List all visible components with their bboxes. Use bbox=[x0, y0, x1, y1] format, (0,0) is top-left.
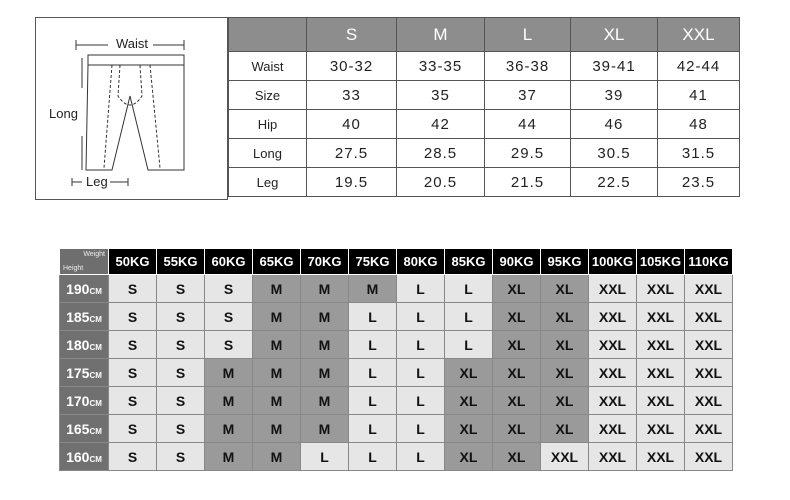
measurement-value: 23.5 bbox=[658, 168, 740, 197]
size-cell: XL bbox=[541, 275, 589, 303]
size-cell: M bbox=[253, 443, 301, 471]
size-chart-row bbox=[60, 415, 733, 443]
size-chart-header-row bbox=[60, 249, 733, 275]
size-cell: XL bbox=[541, 331, 589, 359]
height-unit: CM bbox=[89, 454, 102, 464]
measurement-header-row bbox=[229, 18, 740, 52]
size-chart-row bbox=[60, 275, 733, 303]
weight-header: 105KG bbox=[637, 249, 685, 275]
corner-weight-label: Weight bbox=[83, 251, 105, 258]
size-cell: L bbox=[445, 275, 493, 303]
measurement-value: 33-35 bbox=[397, 52, 485, 81]
size-cell: L bbox=[397, 443, 445, 471]
size-cell: XXL bbox=[637, 415, 685, 443]
size-cell: M bbox=[253, 387, 301, 415]
size-cell: S bbox=[109, 387, 157, 415]
size-cell: L bbox=[349, 415, 397, 443]
height-value: 185 bbox=[66, 308, 90, 325]
height-unit: CM bbox=[89, 426, 102, 436]
height-cell bbox=[60, 275, 109, 303]
size-chart-row bbox=[60, 359, 733, 387]
height-unit: CM bbox=[89, 370, 102, 380]
size-cell: XXL bbox=[637, 303, 685, 331]
measurement-value: 21.5 bbox=[485, 168, 571, 197]
measurement-value: 42-44 bbox=[658, 52, 740, 81]
size-cell: XL bbox=[493, 359, 541, 387]
size-cell: XXL bbox=[685, 275, 733, 303]
measurement-value: 39-41 bbox=[571, 52, 658, 81]
size-cell: M bbox=[301, 275, 349, 303]
measurement-row bbox=[229, 52, 740, 81]
height-unit: CM bbox=[89, 286, 102, 296]
size-cell: XXL bbox=[685, 443, 733, 471]
height-cell bbox=[60, 303, 109, 331]
measurement-value: 39 bbox=[571, 81, 658, 110]
weight-header: 100KG bbox=[589, 249, 637, 275]
size-cell: S bbox=[157, 443, 205, 471]
measurement-corner-cell bbox=[229, 18, 307, 52]
weight-header: 50KG bbox=[109, 249, 157, 275]
size-cell: M bbox=[301, 415, 349, 443]
size-cell: S bbox=[157, 415, 205, 443]
waist-label: Waist bbox=[116, 36, 149, 51]
measurement-value: 20.5 bbox=[397, 168, 485, 197]
size-cell: S bbox=[109, 303, 157, 331]
measurement-value: 35 bbox=[397, 81, 485, 110]
size-cell: M bbox=[253, 359, 301, 387]
measurement-value: 44 bbox=[485, 110, 571, 139]
measurement-row-label: Leg bbox=[229, 168, 307, 197]
size-cell: XL bbox=[541, 415, 589, 443]
size-cell: XL bbox=[445, 415, 493, 443]
size-cell: XXL bbox=[685, 303, 733, 331]
size-cell: M bbox=[301, 359, 349, 387]
size-cell: M bbox=[301, 303, 349, 331]
size-cell: XXL bbox=[685, 359, 733, 387]
size-cell: XL bbox=[445, 387, 493, 415]
height-cell bbox=[60, 331, 109, 359]
size-cell: M bbox=[205, 387, 253, 415]
size-cell: XXL bbox=[685, 415, 733, 443]
size-cell: S bbox=[109, 443, 157, 471]
measurement-value: 19.5 bbox=[307, 168, 397, 197]
size-cell: S bbox=[157, 275, 205, 303]
size-cell: XXL bbox=[589, 303, 637, 331]
size-cell: XL bbox=[445, 443, 493, 471]
size-cell: XL bbox=[541, 303, 589, 331]
size-cell: S bbox=[109, 275, 157, 303]
height-unit: CM bbox=[89, 342, 102, 352]
size-cell: M bbox=[253, 331, 301, 359]
size-cell: M bbox=[301, 387, 349, 415]
size-cell: M bbox=[205, 443, 253, 471]
measurement-value: 36-38 bbox=[485, 52, 571, 81]
size-cell: S bbox=[205, 275, 253, 303]
size-cell: XL bbox=[541, 359, 589, 387]
size-cell: XXL bbox=[637, 331, 685, 359]
measurement-value: 33 bbox=[307, 81, 397, 110]
size-cell: L bbox=[397, 359, 445, 387]
size-chart-row bbox=[60, 331, 733, 359]
size-chart-row bbox=[60, 387, 733, 415]
measurement-value: 40 bbox=[307, 110, 397, 139]
size-header: XL bbox=[571, 18, 658, 52]
measurement-value: 29.5 bbox=[485, 139, 571, 168]
size-cell: XL bbox=[541, 387, 589, 415]
measurement-row bbox=[229, 110, 740, 139]
size-cell: L bbox=[349, 359, 397, 387]
corner-height-label: Height bbox=[63, 265, 84, 272]
size-cell: S bbox=[157, 387, 205, 415]
size-cell: L bbox=[397, 275, 445, 303]
size-cell: XXL bbox=[637, 387, 685, 415]
measurement-value: 22.5 bbox=[571, 168, 658, 197]
size-cell: S bbox=[157, 359, 205, 387]
height-cell bbox=[60, 415, 109, 443]
weight-header: 70KG bbox=[301, 249, 349, 275]
size-cell: XL bbox=[493, 275, 541, 303]
size-cell: XXL bbox=[637, 275, 685, 303]
size-cell: L bbox=[445, 303, 493, 331]
height-unit: CM bbox=[89, 314, 102, 324]
size-cell: M bbox=[253, 303, 301, 331]
size-cell: L bbox=[445, 331, 493, 359]
measurement-value: 31.5 bbox=[658, 139, 740, 168]
size-cell: XXL bbox=[637, 443, 685, 471]
size-cell: M bbox=[253, 275, 301, 303]
size-cell: S bbox=[157, 331, 205, 359]
height-value: 190 bbox=[66, 280, 90, 297]
size-cell: S bbox=[109, 359, 157, 387]
measurement-row-label: Waist bbox=[229, 52, 307, 81]
size-cell: S bbox=[157, 303, 205, 331]
size-cell: L bbox=[349, 443, 397, 471]
size-header: S bbox=[307, 18, 397, 52]
size-header: M bbox=[397, 18, 485, 52]
size-cell: M bbox=[301, 331, 349, 359]
height-value: 160 bbox=[66, 448, 90, 465]
weight-header: 90KG bbox=[493, 249, 541, 275]
size-cell: XL bbox=[493, 443, 541, 471]
size-chart-table bbox=[59, 248, 733, 471]
size-cell: M bbox=[205, 359, 253, 387]
long-label: Long bbox=[49, 106, 78, 121]
measurement-value: 28.5 bbox=[397, 139, 485, 168]
size-cell: M bbox=[205, 415, 253, 443]
height-value: 175 bbox=[66, 364, 90, 381]
measurement-value: 48 bbox=[658, 110, 740, 139]
size-chart-corner-cell bbox=[60, 249, 109, 275]
shorts-diagram bbox=[35, 17, 228, 200]
height-value: 180 bbox=[66, 336, 90, 353]
size-cell: XL bbox=[493, 387, 541, 415]
measurement-row-label: Long bbox=[229, 139, 307, 168]
size-cell: XXL bbox=[589, 387, 637, 415]
size-cell: XXL bbox=[589, 415, 637, 443]
size-cell: L bbox=[397, 331, 445, 359]
size-cell: XL bbox=[445, 359, 493, 387]
size-cell: L bbox=[397, 303, 445, 331]
size-cell: S bbox=[205, 303, 253, 331]
measurement-value: 27.5 bbox=[307, 139, 397, 168]
size-cell: XXL bbox=[589, 275, 637, 303]
weight-header: 85KG bbox=[445, 249, 493, 275]
size-cell: XXL bbox=[589, 443, 637, 471]
size-cell: XXL bbox=[685, 387, 733, 415]
size-cell: XXL bbox=[637, 359, 685, 387]
height-value: 170 bbox=[66, 392, 90, 409]
measurement-value: 41 bbox=[658, 81, 740, 110]
size-cell: XL bbox=[493, 303, 541, 331]
measurement-value: 46 bbox=[571, 110, 658, 139]
measurement-row bbox=[229, 81, 740, 110]
weight-header: 75KG bbox=[349, 249, 397, 275]
size-cell: XXL bbox=[589, 331, 637, 359]
size-cell: M bbox=[349, 275, 397, 303]
size-cell: L bbox=[349, 303, 397, 331]
leg-label: Leg bbox=[86, 174, 108, 189]
size-cell: S bbox=[205, 331, 253, 359]
measurement-value: 30-32 bbox=[307, 52, 397, 81]
measurement-row-label: Size bbox=[229, 81, 307, 110]
measurement-value: 30.5 bbox=[571, 139, 658, 168]
measurement-value: 37 bbox=[485, 81, 571, 110]
measurement-row bbox=[229, 168, 740, 197]
size-cell: S bbox=[109, 415, 157, 443]
size-cell: XXL bbox=[685, 331, 733, 359]
size-cell: XL bbox=[493, 331, 541, 359]
height-cell bbox=[60, 387, 109, 415]
height-cell bbox=[60, 443, 109, 471]
size-chart-row bbox=[60, 303, 733, 331]
size-cell: XXL bbox=[541, 443, 589, 471]
measurement-table bbox=[228, 17, 740, 197]
size-chart-row bbox=[60, 443, 733, 471]
measurement-row-label: Hip bbox=[229, 110, 307, 139]
size-header: L bbox=[485, 18, 571, 52]
weight-header: 65KG bbox=[253, 249, 301, 275]
size-header: XXL bbox=[658, 18, 740, 52]
size-cell: XXL bbox=[589, 359, 637, 387]
weight-header: 80KG bbox=[397, 249, 445, 275]
height-value: 165 bbox=[66, 420, 90, 437]
size-cell: L bbox=[397, 387, 445, 415]
measurement-value: 42 bbox=[397, 110, 485, 139]
measurement-row bbox=[229, 139, 740, 168]
size-cell: L bbox=[301, 443, 349, 471]
height-unit: CM bbox=[89, 398, 102, 408]
size-cell: M bbox=[253, 415, 301, 443]
weight-header: 110KG bbox=[685, 249, 733, 275]
size-cell: L bbox=[397, 415, 445, 443]
size-cell: L bbox=[349, 331, 397, 359]
weight-header: 95KG bbox=[541, 249, 589, 275]
size-cell: XL bbox=[493, 415, 541, 443]
weight-header: 55KG bbox=[157, 249, 205, 275]
height-cell bbox=[60, 359, 109, 387]
weight-header: 60KG bbox=[205, 249, 253, 275]
size-cell: S bbox=[109, 331, 157, 359]
size-cell: L bbox=[349, 387, 397, 415]
